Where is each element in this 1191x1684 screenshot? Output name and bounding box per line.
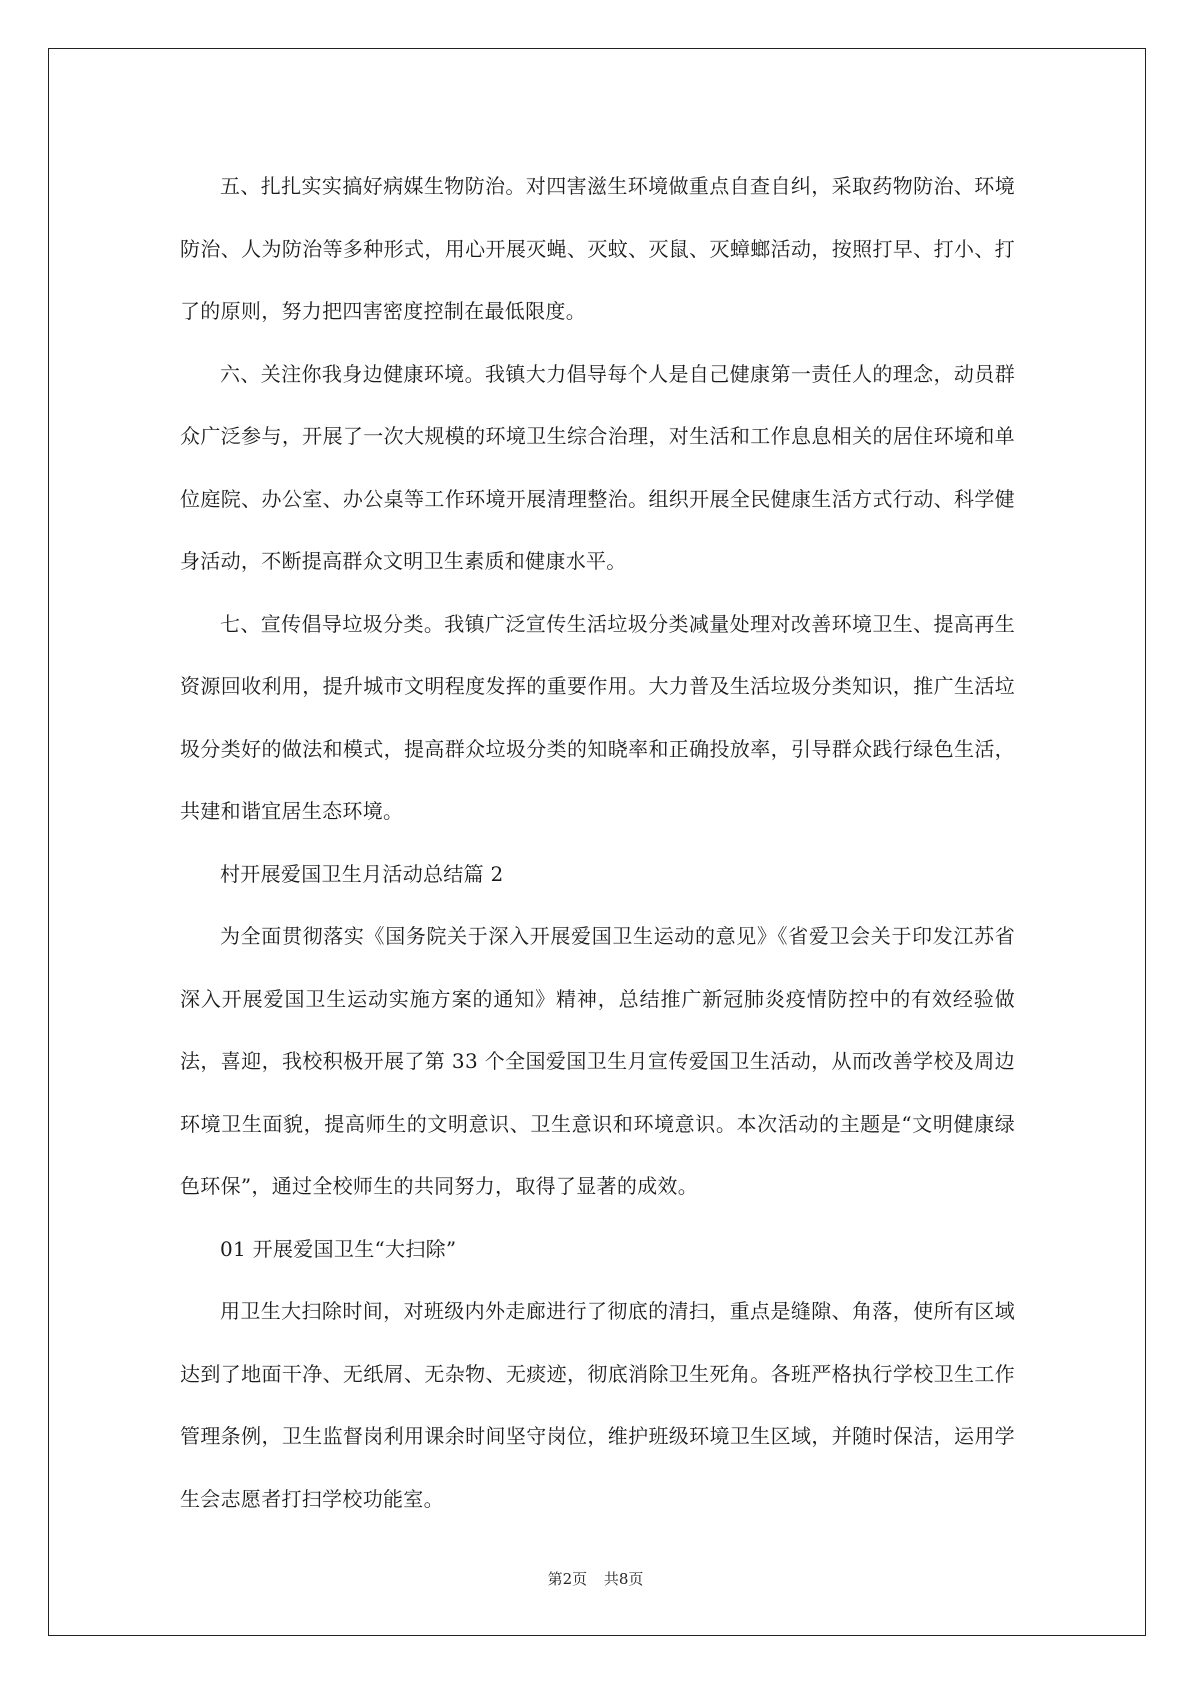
paragraph-item-six: 六、关注你我身边健康环境。我镇大力倡导每个人是自己健康第一责任人的理念，动员群众广泛参与，开展了一次大规模的环境卫生综合治理，对生活和工作息息相关的居住环境和单位庭院、办公室、办公桌等工作环境开展清理整治。组织开展全民健康生活方式行动、科学健身活动，不断提高群众文明卫生素质和健康水平。	[180, 361, 1015, 573]
paragraph-item-seven: 七、宣传倡导垃圾分类。我镇广泛宣传生活垃圾分类减量处理对改善环境卫生、提高再生资源回收利用，提升城市文明程度发挥的重要作用。大力普及生活垃圾分类知识，推广生活垃圾分类好的做法和模式，提高群众垃圾分类的知晓率和正确投放率，引导群众践行绿色生活，共建和谐宜居生态环境。	[180, 611, 1015, 823]
section-heading: 村开展爱国卫生月活动总结篇 2	[220, 861, 504, 886]
page-total: 共8页	[603, 1570, 644, 1588]
document-body	[180, 155, 1015, 1530]
page-footer	[0, 1568, 1191, 1589]
subsection-heading: 01 开展爱国卫生“大扫除”	[220, 1236, 457, 1261]
paragraph-intro: 为全面贯彻落实《国务院关于深入开展爱国卫生运动的意见》《省爱卫会关于印发江苏省深入开展爱国卫生运动实施方案的通知》精神，总结推广新冠肺炎疫情防控中的有效经验做法，喜迎，我校积极开展了第 33 个全国爱国卫生月宣传爱国卫生活动，从而改善学校及周边环境卫生面貌，提高师生的文明意识、卫生意识和环境意识。本次活动的主题是“文明健康绿色环保”，通过全校师生的共同努力，取得了显著的成效。	[180, 924, 1015, 1198]
paragraph-item-five: 五、扎扎实实搞好病媒生物防治。对四害滋生环境做重点自查自纠，采取药物防治、环境防治、人为防治等多种形式，用心开展灭蝇、灭蚊、灭鼠、灭蟑螂活动，按照打早、打小、打了的原则，努力把四害密度控制在最低限度。	[180, 174, 1015, 323]
page-number: 第2页	[547, 1570, 588, 1588]
paragraph-cleaning: 用卫生大扫除时间，对班级内外走廊进行了彻底的清扫，重点是缝隙、角落，使所有区域达到了地面干净、无纸屑、无杂物、无痰迹，彻底消除卫生死角。各班严格执行学校卫生工作管理条例，卫生监督岗利用课余时间坚守岗位，维护班级环境卫生区域，并随时保洁，运用学生会志愿者打扫学校功能室。	[180, 1299, 1015, 1511]
